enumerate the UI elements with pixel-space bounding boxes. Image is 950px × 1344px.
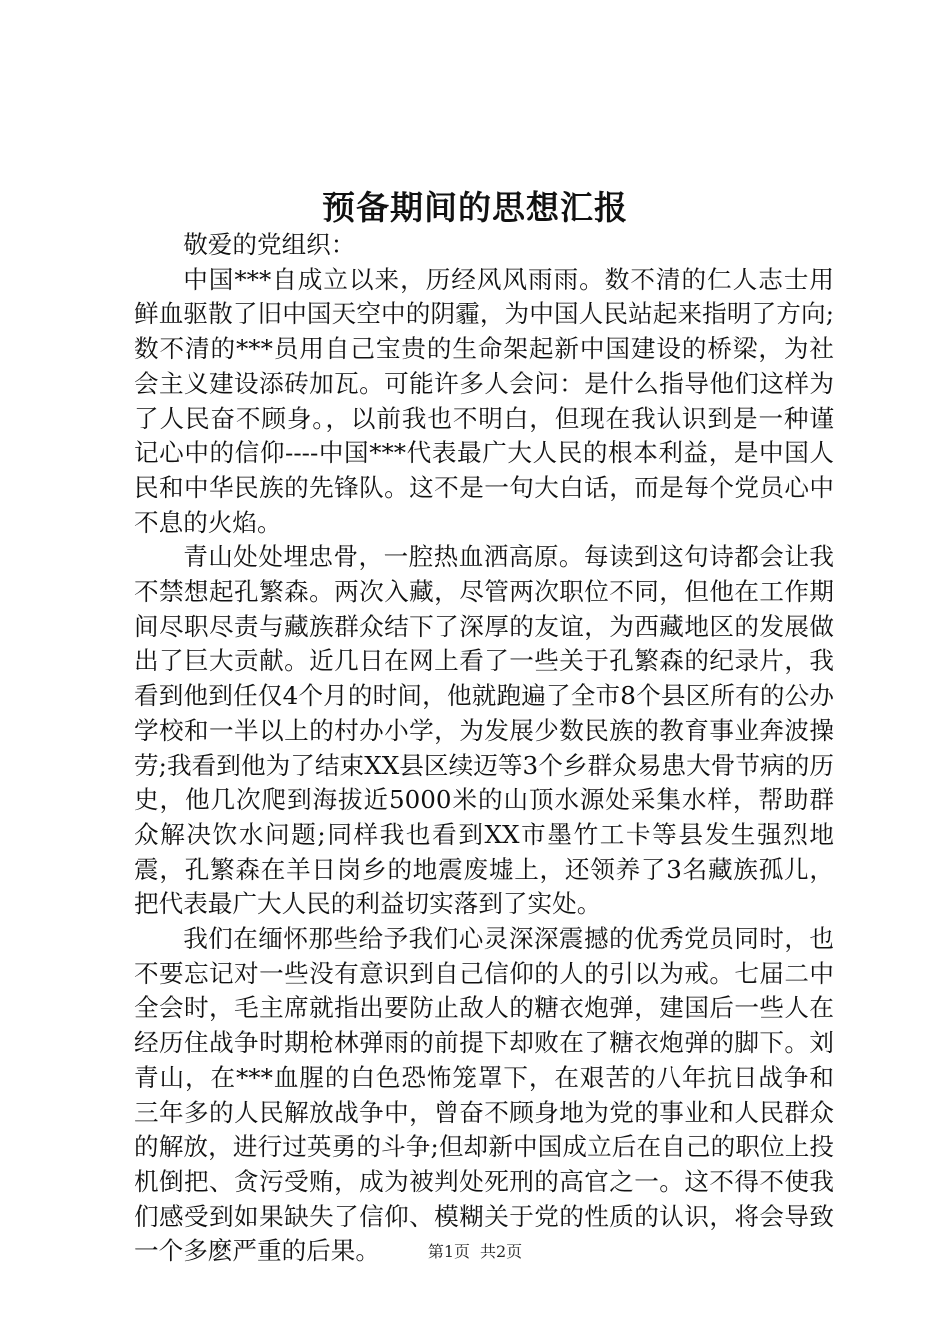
page-footer	[0, 1240, 950, 1264]
document-body	[134, 228, 834, 1269]
document-title: 预备期间的思想汇报	[322, 188, 628, 227]
paragraph-3: 我们在缅怀那些给予我们心灵深深震撼的优秀党员同时，也不要忘记对一些没有意识到自己信仰的人的引以为戒。七届二中全会时，毛主席就指出要防止敌人的糖衣炮弹，建国后一些人在经历住战争时期枪林弹雨的前提下却败在了糖衣炮弹的脚下。刘青山，在***血腥的白色恐怖笼罩下，在艰苦的八年抗日战争和三年多的人民解放战争中，曾奋不顾身地为党的事业和人民群众的解放，进行过英勇的斗争;但却新中国成立后在自己的职位上投机倒把、贪污受贿，成为被判处死刑的高官之一。这不得不使我们感受到如果缺失了信仰、模糊关于党的性质的认识，将会导致一个多麽严重的后果。	[134, 924, 834, 1266]
paragraph-2: 青山处处埋忠骨，一腔热血洒高原。每读到这句诗都会让我不禁想起孔繁森。两次入藏，尽管两次职位不同，但他在工作期间尽职尽责与藏族群众结下了深厚的友谊，为西藏地区的发展做出了巨大贡献。近几日在网上看了一些关于孔繁森的纪录片，我看到他到任仅4个月的时间，他就跑遍了全市8个县区所有的公办学校和一半以上的村办小学，为发展少数民族的教育事业奔波操劳;我看到他为了结束XX县区续迈等3个乡群众易患大骨节病的历史，他几次爬到海拔近5000米的山顶水源处采集水样，帮助群众解决饮水问题;同样我也看到XX市墨竹工卡等县发生强烈地震，孔繁森在羊日岗乡的地震废墟上，还领养了3名藏族孤儿，把代表最广大人民的利益切实落到了实处。	[134, 542, 834, 919]
salutation: 敬爱的党组织：	[183, 230, 356, 259]
paragraph-1: 中国***自成立以来，历经风风雨雨。数不清的仁人志士用鲜血驱散了旧中国天空中的阴霾，为中国人民站起来指明了方向;数不清的***员用自己宝贵的生命架起新中国建设的桥梁，为社会主义建设添砖加瓦。可能许多人会问：是什么指导他们这样为了人民奋不顾身。，以前我也不明白，但现在我认识到是一种谨记心中的信仰----中国***代表最广大人民的根本利益，是中国人民和中华民族的先锋队。这不是一句大白话，而是每个党员心中不息的火焰。	[134, 264, 834, 537]
page-number: 第1页	[427, 1242, 470, 1261]
page-total: 共2页	[480, 1242, 523, 1261]
